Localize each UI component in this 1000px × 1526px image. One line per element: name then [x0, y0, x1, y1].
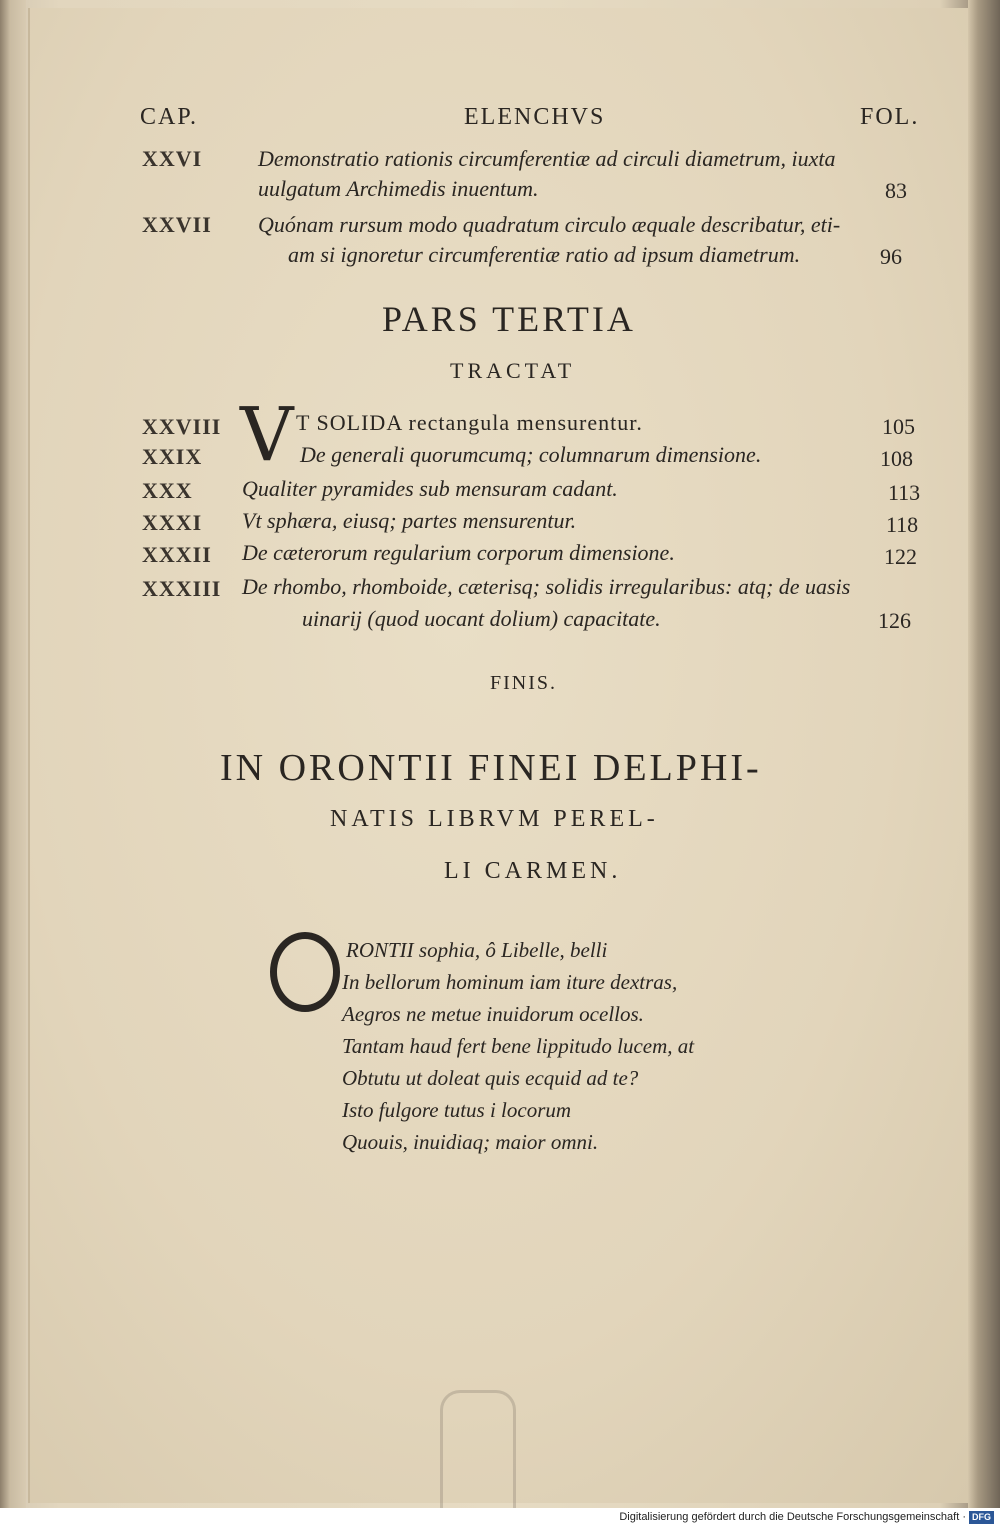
- drop-cap-o: [270, 932, 340, 1012]
- footer-credit: Digitalisierung gefördert durch die Deutsche Forschungsgemeinschaft ·: [619, 1511, 966, 1523]
- chapter-number: XXXI: [142, 510, 203, 535]
- header-fol: FOL.: [860, 104, 920, 130]
- verse-line: Isto fulgore tutus i locorum: [342, 1098, 572, 1122]
- folio-number: 118: [886, 512, 919, 537]
- chapter-number: XXVI: [142, 146, 203, 171]
- part-subtitle: TRACTAT: [450, 358, 576, 383]
- header-cap: CAP.: [140, 104, 199, 130]
- chapter-text-cont: am si ignoretur circumferentiæ ratio ad ipsum diametrum.: [288, 242, 801, 267]
- verse-line: In bellorum hominum iam iture dextras,: [342, 970, 678, 994]
- page-right-edge: [968, 0, 1000, 1508]
- verse-line: Obtutu ut doleat quis ecquid ad te?: [342, 1066, 639, 1090]
- drop-cap-letter: V: [240, 392, 294, 478]
- chapter-text: De cæterorum regularium corporum dimensione.: [242, 540, 675, 565]
- chapter-text-cont: uinarij (quod uocant dolium) capacitate.: [302, 606, 661, 631]
- chapter-text: Vt sphæra, eiusq; partes mensurentur.: [242, 508, 577, 533]
- folio-number: 113: [888, 480, 921, 505]
- chapter-text: De generali quorumcumq; columnarum dimensione.: [300, 442, 762, 467]
- chapter-number: XXX: [142, 478, 193, 503]
- chapter-number: XXXII: [142, 542, 212, 567]
- folio-number: 96: [880, 244, 902, 269]
- page-left-edge: [0, 0, 26, 1508]
- verse-line-1: RONTII sophia, ô Libelle, belli: [346, 938, 608, 962]
- chapter-text: Demonstratio rationis circumferentiæ ad circuli diametrum, iuxta: [258, 146, 836, 171]
- folio-number: 105: [882, 414, 915, 439]
- chapter-text: Qualiter pyramides sub mensuram cadant.: [242, 476, 618, 501]
- poem-title-line2: NATIS LIBRVM PEREL-: [330, 806, 659, 832]
- header-title: ELENCHVS: [464, 104, 606, 130]
- page-staple-mark: [440, 1390, 516, 1513]
- chapter-number: XXVIII: [142, 414, 222, 439]
- chapter-text: Quónam rursum modo quadratum circulo æquale describatur, eti-: [258, 212, 841, 237]
- chapter-number: XXVII: [142, 212, 212, 237]
- part-title: PARS TERTIA: [382, 299, 636, 339]
- verse-line: Quouis, inuidiaq; maior omni.: [342, 1130, 599, 1154]
- chapter-text-cont: uulgatum Archimedis inuentum.: [258, 176, 539, 201]
- verse-line: Tantam haud fert bene lippitudo lucem, at: [342, 1034, 695, 1058]
- finis-label: FINIS.: [490, 672, 558, 694]
- chapter-text: De rhombo, rhomboide, cæterisq; solidis irregularibus: atq; de uasis: [242, 574, 851, 599]
- dfg-logo: DFG: [969, 1511, 994, 1524]
- chapter-number: XXXIII: [142, 576, 222, 601]
- folio-number: 83: [885, 178, 907, 203]
- poem-title-line3: LI CARMEN.: [444, 858, 622, 884]
- folio-number: 126: [878, 608, 911, 633]
- chapter-number: XXIX: [142, 444, 203, 469]
- folio-number: 122: [884, 544, 917, 569]
- poem-title-line1: IN ORONTII FINEI DELPHI-: [220, 747, 762, 789]
- folio-number: 108: [880, 446, 913, 471]
- verse-line: Aegros ne metue inuidorum ocellos.: [342, 1002, 644, 1026]
- digitization-footer: [0, 1508, 1000, 1526]
- chapter-text: T SOLIDA rectangula mensurentur.: [296, 410, 643, 435]
